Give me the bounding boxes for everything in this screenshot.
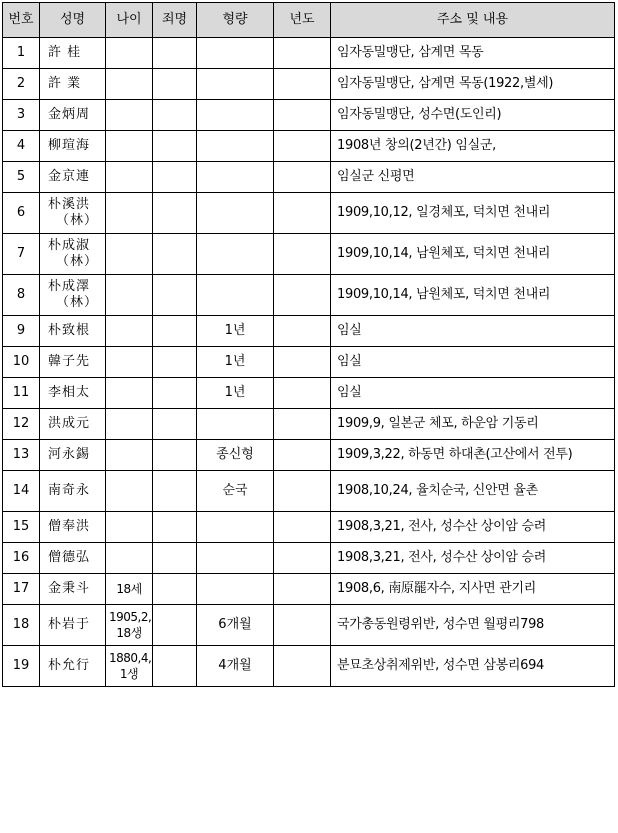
cell-sentence: 종신형	[197, 440, 274, 471]
cell-name-line-2: （林）	[56, 254, 99, 269]
header-row	[3, 3, 615, 38]
table-row	[3, 605, 615, 646]
cell-name-line-1: 朴致根	[48, 323, 91, 338]
cell-name-line-2: （林）	[56, 213, 99, 228]
cell-year	[274, 574, 331, 605]
cell-name-line-1: 河永錫	[48, 447, 91, 462]
cell-year	[274, 162, 331, 193]
cell-year	[274, 316, 331, 347]
cell-age-line-2: 18생	[116, 626, 142, 640]
cell-no: 11	[3, 378, 40, 409]
cell-name	[40, 543, 106, 574]
cell-age	[106, 69, 153, 100]
cell-crime	[153, 234, 197, 275]
cell-sentence	[197, 234, 274, 275]
cell-age-line-2: 1생	[119, 667, 139, 681]
cell-name-line-1: 朴允行	[48, 658, 91, 673]
cell-name	[40, 69, 106, 100]
cell-name-line-1: 金炳周	[48, 107, 91, 122]
cell-sentence	[197, 512, 274, 543]
cell-crime	[153, 275, 197, 316]
cell-address: 1909,9, 일본군 체포, 하운암 기동리	[331, 409, 615, 440]
cell-address: 분묘초상취제위반, 성수면 삼봉리694	[331, 646, 615, 687]
table-row	[3, 409, 615, 440]
cell-address: 1908,3,21, 전사, 성수산 상이암 승려	[331, 512, 615, 543]
cell-name-line-2: （林）	[56, 295, 99, 310]
cell-age-line-1: 1905,2,	[109, 610, 152, 624]
cell-age	[106, 234, 153, 275]
header-age: 나이	[106, 3, 153, 38]
cell-age	[106, 316, 153, 347]
cell-no: 5	[3, 162, 40, 193]
cell-name	[40, 512, 106, 543]
table-row	[3, 193, 615, 234]
cell-name	[40, 234, 106, 275]
cell-sentence	[197, 162, 274, 193]
cell-sentence	[197, 100, 274, 131]
cell-address: 국가총동원령위반, 성수면 월평리798	[331, 605, 615, 646]
cell-name-line-1: 朴岩于	[48, 617, 91, 632]
cell-crime	[153, 378, 197, 409]
cell-no: 3	[3, 100, 40, 131]
table-row	[3, 162, 615, 193]
cell-year	[274, 275, 331, 316]
cell-year	[274, 646, 331, 687]
cell-crime	[153, 162, 197, 193]
cell-crime	[153, 100, 197, 131]
cell-name-line-1: 洪成元	[48, 416, 91, 431]
cell-crime	[153, 347, 197, 378]
cell-age-line-1: 1880,4,	[109, 651, 152, 665]
cell-name	[40, 409, 106, 440]
cell-age	[106, 131, 153, 162]
cell-year	[274, 131, 331, 162]
cell-address: 1908년 창의(2년간) 임실군,	[331, 131, 615, 162]
cell-crime	[153, 193, 197, 234]
cell-sentence	[197, 38, 274, 69]
cell-sentence	[197, 193, 274, 234]
cell-no: 10	[3, 347, 40, 378]
cell-no: 9	[3, 316, 40, 347]
table-row	[3, 646, 615, 687]
table-row	[3, 69, 615, 100]
cell-no: 6	[3, 193, 40, 234]
cell-name	[40, 100, 106, 131]
cell-no: 15	[3, 512, 40, 543]
cell-no: 12	[3, 409, 40, 440]
table-row	[3, 275, 615, 316]
record-table	[2, 2, 615, 687]
cell-name	[40, 471, 106, 512]
cell-year	[274, 605, 331, 646]
cell-no: 8	[3, 275, 40, 316]
cell-age	[106, 574, 153, 605]
cell-name	[40, 646, 106, 687]
cell-name-line-1: 朴成淑	[48, 238, 91, 253]
cell-age	[106, 409, 153, 440]
cell-name-line-1: 柳瑄海	[48, 138, 91, 153]
cell-sentence: 1년	[197, 378, 274, 409]
cell-name	[40, 347, 106, 378]
cell-no: 4	[3, 131, 40, 162]
cell-year	[274, 193, 331, 234]
cell-sentence: 4개월	[197, 646, 274, 687]
cell-crime	[153, 512, 197, 543]
cell-crime	[153, 605, 197, 646]
cell-year	[274, 347, 331, 378]
cell-no: 7	[3, 234, 40, 275]
cell-address: 1909,10,14, 남원체포, 덕치면 천내리	[331, 275, 615, 316]
table-row	[3, 316, 615, 347]
cell-crime	[153, 316, 197, 347]
header-crime: 죄명	[153, 3, 197, 38]
cell-crime	[153, 38, 197, 69]
cell-sentence: 6개월	[197, 605, 274, 646]
cell-name-line-1: 僧德弘	[48, 550, 91, 565]
cell-sentence	[197, 543, 274, 574]
cell-age	[106, 347, 153, 378]
cell-name-line-1: 韓子先	[48, 354, 91, 369]
cell-name	[40, 193, 106, 234]
cell-year	[274, 471, 331, 512]
table-row	[3, 131, 615, 162]
cell-name	[40, 440, 106, 471]
cell-name-line-1: 許 業	[48, 76, 82, 91]
cell-year	[274, 69, 331, 100]
cell-crime	[153, 543, 197, 574]
cell-address: 임자동밀맹단, 삼계면 목동(1922,별세)	[331, 69, 615, 100]
cell-name-line-1: 金秉斗	[48, 581, 91, 596]
cell-age	[106, 646, 153, 687]
cell-no: 2	[3, 69, 40, 100]
cell-name	[40, 38, 106, 69]
cell-age	[106, 275, 153, 316]
cell-name	[40, 378, 106, 409]
cell-age	[106, 193, 153, 234]
cell-year	[274, 409, 331, 440]
cell-name	[40, 316, 106, 347]
cell-name-line-1: 僧奉洪	[48, 519, 91, 534]
header-no: 번호	[3, 3, 40, 38]
cell-year	[274, 100, 331, 131]
cell-name	[40, 605, 106, 646]
cell-name-line-1: 朴溪洪	[48, 197, 91, 212]
table-row	[3, 574, 615, 605]
cell-address: 임실	[331, 378, 615, 409]
cell-age	[106, 512, 153, 543]
table-row	[3, 347, 615, 378]
cell-age	[106, 378, 153, 409]
cell-address: 임실	[331, 347, 615, 378]
cell-year	[274, 378, 331, 409]
cell-age	[106, 471, 153, 512]
table-row	[3, 543, 615, 574]
cell-no: 19	[3, 646, 40, 687]
table-body	[3, 38, 615, 687]
cell-address: 임자동밀맹단, 삼계면 목동	[331, 38, 615, 69]
cell-name	[40, 162, 106, 193]
table-row	[3, 378, 615, 409]
cell-sentence: 1년	[197, 347, 274, 378]
cell-sentence	[197, 69, 274, 100]
cell-name-line-1: 許 桂	[48, 45, 82, 60]
cell-address: 1909,10,14, 남원체포, 덕치면 천내리	[331, 234, 615, 275]
cell-name	[40, 574, 106, 605]
cell-address: 임자동밀맹단, 성수면(도인리)	[331, 100, 615, 131]
cell-age	[106, 100, 153, 131]
cell-name-line-1: 南奇永	[48, 483, 91, 498]
table-row	[3, 100, 615, 131]
cell-sentence	[197, 275, 274, 316]
cell-age	[106, 605, 153, 646]
cell-address: 1909,3,22, 하동면 하대촌(고산에서 전투)	[331, 440, 615, 471]
cell-crime	[153, 409, 197, 440]
cell-sentence	[197, 574, 274, 605]
cell-name-line-1: 李相太	[48, 385, 91, 400]
table-row	[3, 440, 615, 471]
cell-age	[106, 162, 153, 193]
cell-address: 1908,10,24, 율치순국, 신안면 율촌	[331, 471, 615, 512]
table-row	[3, 471, 615, 512]
cell-address: 1908,3,21, 전사, 성수산 상이암 승려	[331, 543, 615, 574]
cell-year	[274, 512, 331, 543]
cell-age	[106, 543, 153, 574]
cell-sentence	[197, 409, 274, 440]
cell-crime	[153, 440, 197, 471]
cell-year	[274, 543, 331, 574]
cell-age	[106, 38, 153, 69]
header-year: 년도	[274, 3, 331, 38]
cell-sentence: 1년	[197, 316, 274, 347]
cell-no: 13	[3, 440, 40, 471]
cell-address: 임실군 신평면	[331, 162, 615, 193]
cell-crime	[153, 574, 197, 605]
cell-name-line-1: 朴成澤	[48, 279, 91, 294]
cell-no: 1	[3, 38, 40, 69]
cell-age	[106, 440, 153, 471]
cell-name	[40, 275, 106, 316]
cell-year	[274, 440, 331, 471]
header-address: 주소 및 내용	[331, 3, 615, 38]
cell-no: 17	[3, 574, 40, 605]
cell-sentence	[197, 131, 274, 162]
table-row	[3, 234, 615, 275]
cell-sentence: 순국	[197, 471, 274, 512]
cell-crime	[153, 471, 197, 512]
table-row	[3, 512, 615, 543]
cell-crime	[153, 69, 197, 100]
cell-name	[40, 131, 106, 162]
cell-address: 임실	[331, 316, 615, 347]
cell-address: 1908,6, 南原罷자수, 지사면 관기리	[331, 574, 615, 605]
header-sentence: 형량	[197, 3, 274, 38]
cell-no: 16	[3, 543, 40, 574]
cell-no: 14	[3, 471, 40, 512]
cell-crime	[153, 131, 197, 162]
cell-year	[274, 234, 331, 275]
cell-no: 18	[3, 605, 40, 646]
cell-year	[274, 38, 331, 69]
cell-address: 1909,10,12, 일경체포, 덕치면 천내리	[331, 193, 615, 234]
record-table-wrapper	[2, 2, 615, 687]
header-name: 성명	[40, 3, 106, 38]
cell-crime	[153, 646, 197, 687]
cell-age-line-1: 18세	[116, 582, 142, 596]
cell-name-line-1: 金京連	[48, 169, 91, 184]
table-row	[3, 38, 615, 69]
